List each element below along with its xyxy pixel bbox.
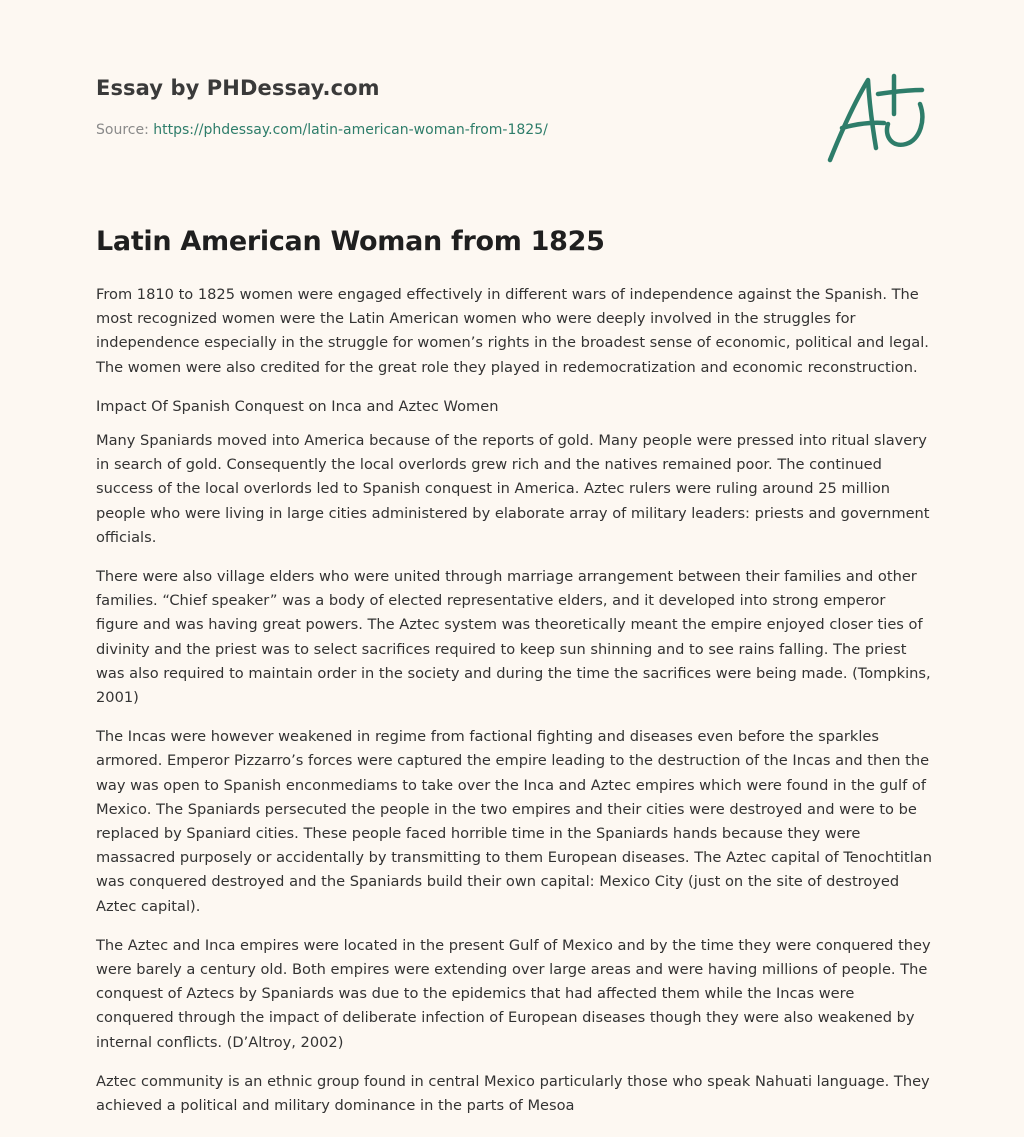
paragraph-6: Aztec community is an ethnic group found in central Mexico particularly those who speak Nahuati language. They achieved a political and military dominance in the parts of Mesoa [96, 1072, 930, 1115]
source-link[interactable]: https://phdessay.com/latin-american-woman-from-1825/ [153, 122, 548, 138]
a-plus-logo-icon [822, 68, 932, 168]
paragraph-5: The Aztec and Inca empires were located in the present Gulf of Mexico and by the time they were conquered they were barely a century old. Both empires were extending over large areas and were having millions of people. The conquest of Aztecs by Spaniards was due to the epidemics that had affected them while the Incas were conquered through the impact of deliberate infection of European diseases though they were also weakened by internal conflicts. (D’Altroy, 2002) [96, 936, 931, 1051]
paragraph-1: From 1810 to 1825 women were engaged effectively in different wars of independence against the Spanish. The most recognized women were the Latin American women who were deeply involved in the struggles for independence especially in the struggle for women’s rights in the broadest sense of economic, political and legal. The women were also credited for the great role they played in redemocratization and economic reconstruction. [96, 286, 929, 376]
paragraph-2: Many Spaniards moved into America because of the reports of gold. Many people were pressed into ritual slavery in search of gold. Consequently the local overlords grew rich and the natives remained poor. The continued success of the local overlords led to Spanish conquest in America. Aztec rulers were ruling around 25 million people who were living in large cities administered by elaborate array of military leaders: priests and government officials. [96, 432, 930, 546]
essay-header [96, 76, 796, 138]
section-subheading: Impact Of Spanish Conquest on Inca and Aztec Women [96, 397, 499, 415]
paragraph-4: The Incas were however weakened in regime from factional fighting and diseases even before the sparkles armored. Emperor Pizzarro’s forces were captured the empire leading to the destruction of the Incas and then the way was open to Spanish enconmediams to take over the Inca and Aztec empires which were found in the gulf of Mexico. The Spaniards persecuted the people in the two empires and their cities were destroyed and were to be replaced by Spaniard cities. These people faced horrible time in the Spaniards hands because they were massacred purposely or accidentally by transmitting to them European diseases. The Aztec capital of Tenochtitlan was conquered destroyed and the Spaniards build their own capital: Mexico City (just on the site of destroyed Aztec capital). [96, 728, 932, 915]
site-title: Essay by PHDessay.com [96, 76, 380, 100]
source-label: Source: [96, 122, 149, 138]
essay-title: Latin American Woman from 1825 [96, 226, 605, 257]
essay-body [96, 226, 932, 1133]
source-line [96, 122, 796, 138]
paragraph-3: There were also village elders who were united through marriage arrangement between their families and other families. “Chief speaker” was a body of elected representative elders, and it developed into strong emperor figure and was having great powers. The Aztec system was theoretically meant the empire enjoyed closer ties of divinity and the priest was to select sacrifices required to keep sun shinning and to see rains falling. The priest was also required to maintain order in the society and during the time the sacrifices were being made. (Tompkins, 2001) [96, 568, 931, 707]
